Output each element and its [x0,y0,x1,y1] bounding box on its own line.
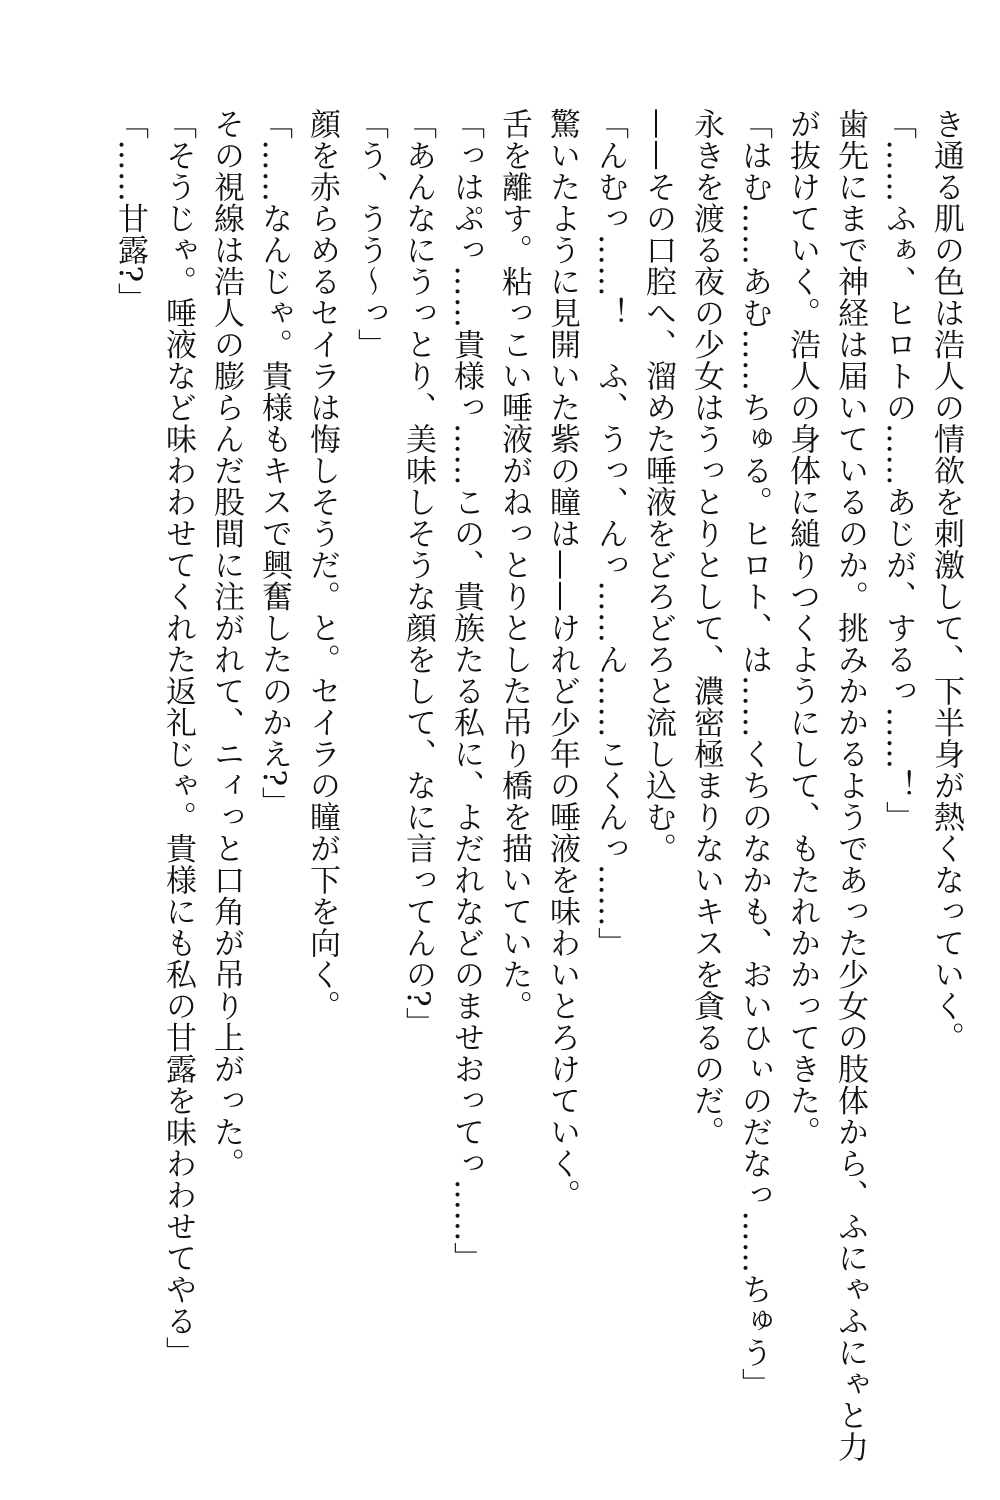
text-line: 舌を離す。粘っこい唾液がねっとりとした吊り橋を描いていた。 [496,108,532,1022]
dialogue-line: 「っはぷっ……貴様っ……この、貴族たる私に、よだれなどのませおってっ……」 [448,108,484,1274]
dialogue-line: 「……なんじゃ。貴様もキスで興奮したのかえ?」 [256,108,292,819]
dialogue-line: 「そうじゃ。唾液など味わわせてくれた返礼じゃ。貴様にも私の甘露を味わわせてやる」 [160,108,196,1368]
text-line: 驚いたように見開いた紫の瞳は——けれど少年の唾液を味わいとろけていく。 [544,108,580,1211]
text-line: その視線は浩人の膨らんだ股間に注がれて、ニィっと口角が吊り上がった。 [208,108,244,1179]
vertical-text-body [106,108,970,1463]
text-line: き通る肌の色は浩人の情欲を刺激して、下半身が熱くなっていく。 [928,108,964,1053]
dialogue-line: 「……甘露?」 [112,108,148,315]
text-line: 永きを渡る夜の少女はうっとりとして、濃密極まりないキスを貪るのだ。 [688,108,724,1148]
text-line: が抜けていく。浩人の身体に縋りつくようにして、もたれかかってきた。 [784,108,820,1148]
dialogue-line: 「……ふぁ、ヒロトの……あじが、するっ……！」 [880,108,916,833]
dialogue-line: 「あんなにうっとり、美味しそうな顔をして、なに言ってんの?」 [400,108,436,1039]
dialogue-line: 「んむっ……！ ふ、うっ、んっ……ん……こくんっ……」 [592,108,628,959]
dialogue-line: 「う、うう〜っ」 [352,108,388,360]
text-line: 顔を赤らめるセイラは悔しそうだ。と。セイラの瞳が下を向く。 [304,108,340,1022]
text-line: ——その口腔へ、溜めた唾液をどろどろと流し込む。 [640,108,676,864]
text-line: 歯先にまで神経は届いているのか。挑みかかるようであった少女の肢体から、ふにゃふにゃと力 [832,108,868,1463]
dialogue-line: 「はむ……あむ……ちゅる。ヒロト、は……くちのなかも、おいひぃのだなっ……ちゅう」 [736,108,772,1400]
